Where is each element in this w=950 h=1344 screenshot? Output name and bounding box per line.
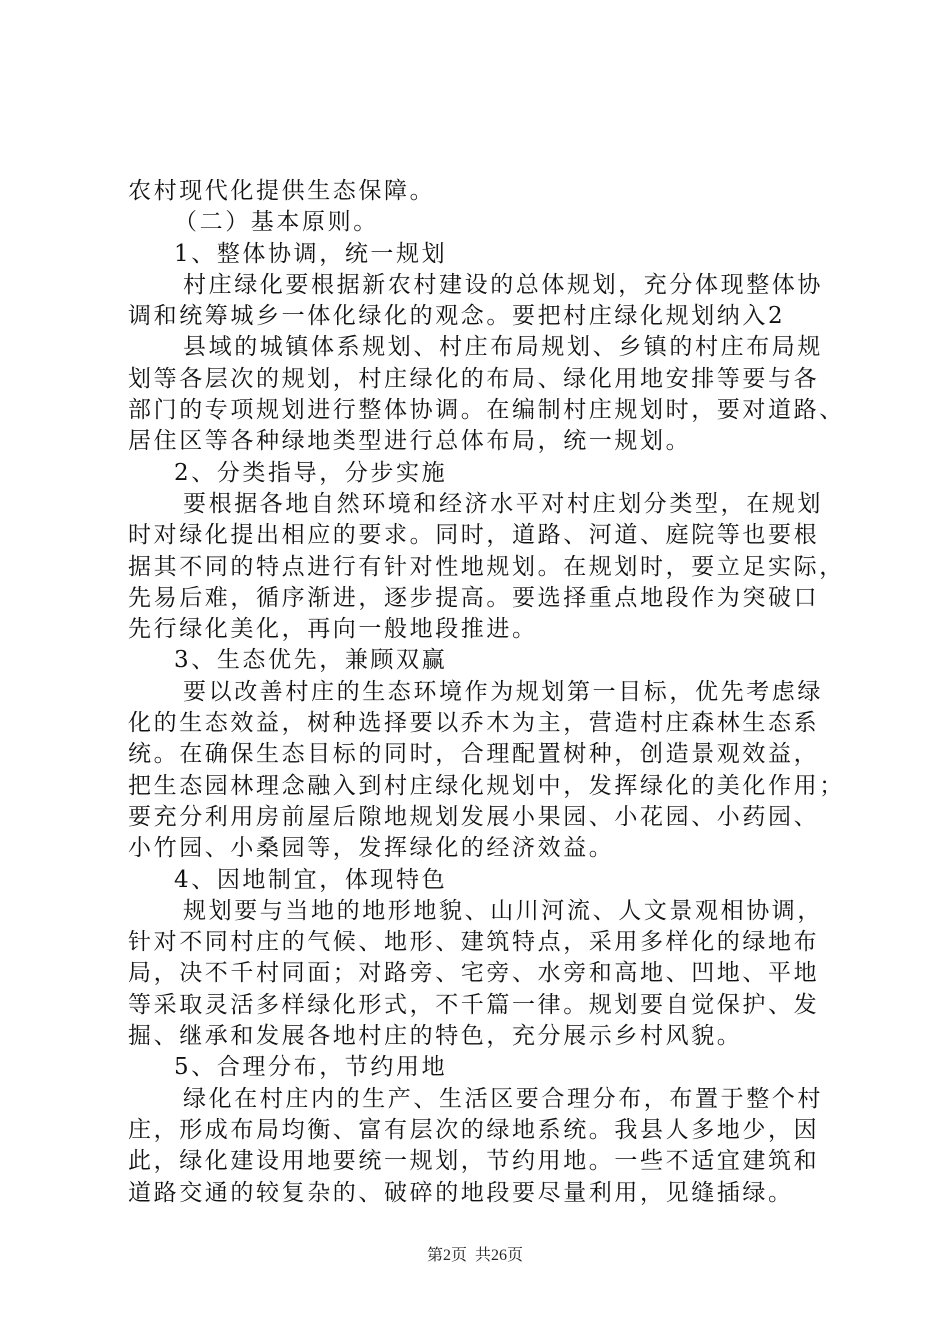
text-line: 1、整体协调，统一规划 (174, 240, 448, 267)
text-line: 要以改善村庄的生态环境作为规划第一目标，优先考虑绿 (183, 678, 823, 705)
text-line: 据其不同的特点进行有针对性地规划。在规划时，要立足实际， (128, 553, 845, 580)
text-line: 庄，形成布局均衡、富有层次的绿地系统。我县人多地少，因 (128, 1116, 820, 1143)
text-line: 规划要与当地的地形地貌、山川河流、人文景观相协调， (183, 897, 823, 924)
text-line: 4、因地制宜，体现特色 (174, 866, 448, 893)
text-line: 此，绿化建设用地要统一规划，节约用地。一些不适宜建筑和 (128, 1148, 820, 1175)
text-line: 小竹园、小桑园等，发挥绿化的经济效益。 (128, 835, 615, 862)
text-line: 县域的城镇体系规划、村庄布局规划、乡镇的村庄布局规 (183, 334, 823, 361)
text-line: 要充分利用房前屋后隙地规划发展小果园、小花园、小药园、 (128, 803, 820, 830)
text-line: 统。在确保生态目标的同时，合理配置树种，创造景观效益， (128, 741, 820, 768)
page-footer (0, 1242, 950, 1265)
text-line: 划等各层次的规划，村庄绿化的布局、绿化用地安排等要与各 (128, 365, 820, 392)
text-line: 时对绿化提出相应的要求。同时，道路、河道、庭院等也要根 (128, 522, 820, 549)
text-line: 居住区等各种绿地类型进行总体布局，统一规划。 (128, 428, 692, 455)
text-line: 3、生态优先，兼顾双赢 (174, 647, 448, 674)
text-line: 绿化在村庄内的生产、生活区要合理分布，布置于整个村 (183, 1085, 823, 1112)
text-line: 化的生态效益，树种选择要以乔木为主，营造村庄森林生态系 (128, 710, 820, 737)
text-line: 局，决不千村同面；对路旁、宅旁、水旁和高地、凹地、平地 (128, 960, 820, 987)
text-line: 调和统筹城乡一体化绿化的观念。要把村庄绿化规划纳入2 (128, 303, 786, 330)
text-line: 2、分类指导，分步实施 (174, 459, 448, 486)
document-body (128, 176, 845, 1209)
text-line: 先易后难，循序渐进，逐步提高。要选择重点地段作为突破口 (128, 584, 820, 611)
text-line: （二）基本原则。 (174, 209, 379, 236)
page-number: 第2页 (426, 1247, 467, 1264)
text-line: 先行绿化美化，再向一般地段推进。 (128, 616, 538, 643)
text-line: 把生态园林理念融入到村庄绿化规划中，发挥绿化的美化作用； (128, 772, 845, 799)
text-line: 5、合理分布，节约用地 (174, 1054, 448, 1081)
text-line: 部门的专项规划进行整体协调。在编制村庄规划时，要对道路、 (128, 397, 845, 424)
text-line: 针对不同村庄的气候、地形、建筑特点，采用多样化的绿地布 (128, 929, 820, 956)
text-line: 掘、继承和发展各地村庄的特色，充分展示乡村风貌。 (128, 1023, 743, 1050)
text-line: 道路交通的较复杂的、破碎的地段要尽量利用，见缝插绿。 (128, 1179, 794, 1206)
text-line: 村庄绿化要根据新农村建设的总体规划，充分体现整体协 (183, 271, 823, 298)
text-line: 要根据各地自然环境和经济水平对村庄划分类型，在规划 (183, 490, 823, 517)
text-line: 农村现代化提供生态保障。 (128, 178, 436, 204)
page-total: 共26页 (475, 1247, 524, 1264)
text-line: 等采取灵活多样绿化形式，不千篇一律。规划要自觉保护、发 (128, 991, 820, 1018)
